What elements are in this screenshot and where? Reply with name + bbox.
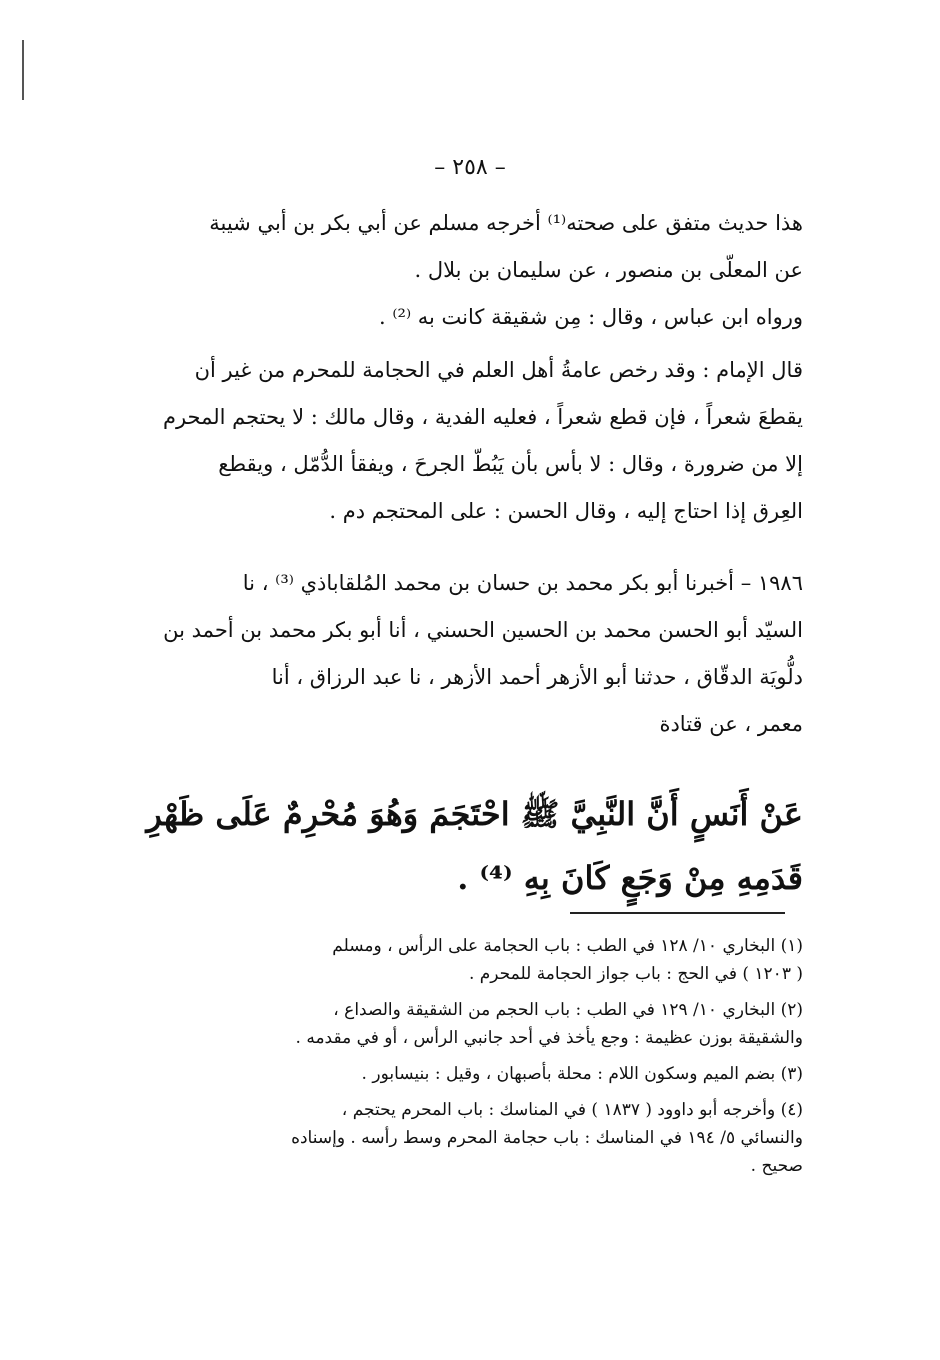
hadith-line: قَدَمِهِ مِنْ وَجَعٍ كَانَ بِهِ ⁽⁴⁾ . bbox=[457, 859, 803, 897]
footnote-line: والنسائي ٥/ ١٩٤ في المناسك : باب حجامة المحرم وسط رأسه . وإسناده bbox=[291, 1128, 803, 1148]
footnote-line: صحيح . bbox=[750, 1156, 803, 1176]
footnotes bbox=[128, 932, 803, 1188]
footnote-4 bbox=[128, 1096, 803, 1180]
text-line: قال الإمام : وقد رخص عامةُ أهل العلم في الحجامة للمحرم من غير أن bbox=[194, 358, 803, 382]
hadith-line: عَنْ أَنَسٍ أَنَّ النَّبِيَّ ﷺ احْتَجَمَ وَهُوَ مُحْرِمٌ عَلَى ظَهْرِ bbox=[146, 795, 803, 833]
hadith-matn bbox=[128, 782, 803, 910]
paragraph-isnad bbox=[128, 560, 803, 748]
footnote-line: والشقيقة بوزن عظيمة : وجع يأخذ في أحد جانبي الرأس ، أو في مقدمه . bbox=[295, 1028, 803, 1048]
footnote-line: (٢) البخاري ١٠/ ١٢٩ في الطب : باب الحجم من الشقيقة والصداع ، bbox=[333, 1000, 803, 1020]
footnote-line: (١) البخاري ١٠/ ١٢٨ في الطب : باب الحجامة على الرأس ، ومسلم bbox=[332, 936, 803, 956]
text-line: يقطعَ شعراً ، فإن قطع شعراً ، فعليه الفدية ، وقال مالك : لا يحتجم المحرم bbox=[162, 405, 803, 429]
footnote-line: (٤) وأخرجه أبو داوود ( ١٨٣٧ ) في المناسك : باب المحرم يحتجم ، bbox=[341, 1100, 803, 1120]
footnote-line: ( ١٢٠٣ ) في الحج : باب جواز الحجامة للمحرم . bbox=[468, 964, 803, 984]
text-line: السيّد أبو الحسن محمد بن الحسين الحسني ، أنا أبو بكر محمد بن أحمد بن bbox=[163, 618, 803, 642]
paragraph-imam-commentary bbox=[128, 347, 803, 535]
paragraph-hadith-takhrij bbox=[128, 200, 803, 341]
page-number: – ٢٥٨ – bbox=[434, 155, 506, 180]
text-line: هذا حديث متفق على صحته⁽¹⁾ أخرجه مسلم عن أبي بكر بن أبي شيبة bbox=[209, 211, 803, 235]
text-line: ورواه ابن عباس ، وقال : مِن شقيقة كانت به ⁽²⁾ . bbox=[379, 305, 803, 329]
text-line: معمر ، عن قتادة bbox=[659, 712, 803, 736]
text-line: دلُّويَة الدقّاق ، حدثنا أبو الأزهر أحمد الأزهر ، نا عبد الرزاق ، أنا bbox=[271, 665, 803, 689]
footnote-1 bbox=[128, 932, 803, 988]
footnote-divider bbox=[570, 912, 785, 914]
text-line: إلا من ضرورة ، وقال : لا بأس بأن يَبُطّ الجرحَ ، ويفقأ الدُّمّل ، ويقطع bbox=[218, 452, 803, 476]
footnote-3 bbox=[128, 1060, 803, 1088]
text-line: ١٩٨٦ – أخبرنا أبو بكر محمد بن حسان بن محمد المُلقاباذي ⁽³⁾ ، نا bbox=[242, 571, 803, 595]
footnote-line: (٣) بضم الميم وسكون اللام : محلة بأصبهان ، وقيل : بنيسابور . bbox=[361, 1064, 803, 1084]
footnote-2 bbox=[128, 996, 803, 1052]
text-line: العِرق إذا احتاج إليه ، وقال الحسن : على المحتجم دم . bbox=[329, 499, 803, 523]
binding-edge-line bbox=[22, 40, 24, 100]
text-line: عن المعلّى بن منصور ، عن سليمان بن بلال . bbox=[414, 258, 803, 282]
